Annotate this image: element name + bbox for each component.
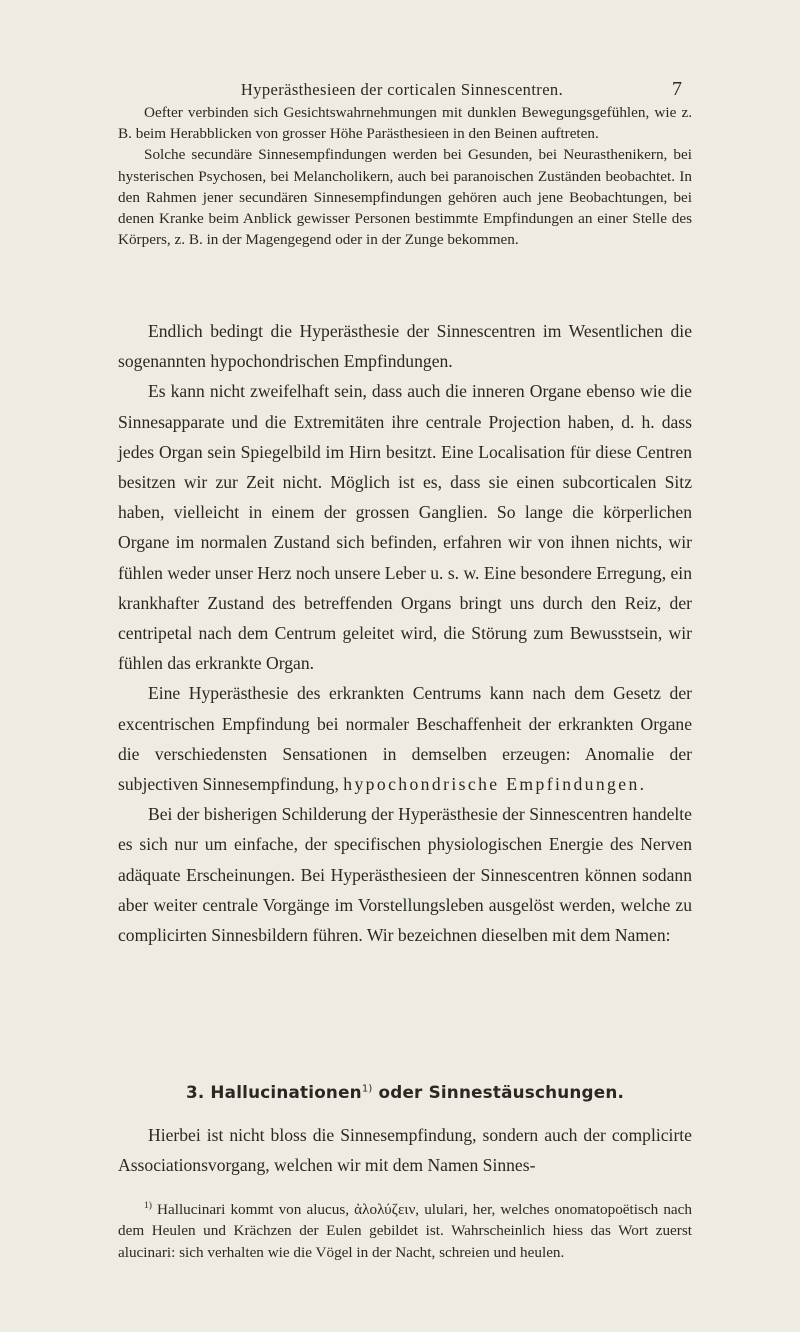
small-print-block — [118, 102, 692, 250]
section-heading-start: 3. Hallucinationen — [185, 1082, 362, 1102]
main-text-block — [118, 316, 692, 950]
small-paragraph-1: Oefter verbinden sich Gesichtswahrnehmungen mit dunklen Bewegungsgefühlen, wie z. B. beim Herabblicken von grosser Höhe Parästhesieen in den Beinen auftreten. — [118, 104, 692, 143]
section-footnote-marker: 1) — [361, 1083, 373, 1095]
footnote-marker: 1) — [144, 1201, 152, 1211]
running-title: Hyperästhesieen der corticalen Sinnescentren. — [240, 80, 564, 99]
paragraph-complex-images: Bei der bisherigen Schilderung der Hyperästhesie der Sinnescentren handelte es sich nur um einfache, der specifischen physiologischen Energie des Nerven adäquate Erscheinungen. Bei Hyperästhesieen der Sinnescentren können sodann aber weiter centrale Vorgänge im Vorstellungsleben ausgelöst werden, welche zu complicirten Sinnesbildern führen. Wir bezeichnen dieselben mit dem Namen: — [118, 804, 692, 946]
paragraph-excentric-sensation — [118, 678, 692, 799]
paragraph-organ-projection: Es kann nicht zweifelhaft sein, dass auch die inneren Organe ebenso wie die Sinnesapparate und die Extremitäten ihre centrale Projection haben, d. h. dass jedes Organ sein Spiegelbild im Hirn besitzt. Eine Localisation für diese Centren besitzen wir zur Zeit nicht. Möglich ist es, dass sie einen subcorticalen Sitz haben, vielleicht in einem der grossen Ganglien. So lange die körperlichen Organe im normalen Zustand sich befinden, erfahren wir von ihnen nichts, wir fühlen weder unser Herz noch unsere Leber u. s. w. Eine besondere Erregung, ein krankhafter Zustand des betreffenden Organs bringt uns durch den Reiz, der centripetal nach dem Centrum geleitet wird, die Störung zum Bewusstsein, wir fühlen das erkrankte Organ. — [118, 381, 692, 674]
spaced-term: hypochondrische Empfindungen. — [343, 774, 647, 795]
excentric-sensation-text: Eine Hyperästhesie des erkrankten Centrums kann nach dem Gesetz der excentrischen Empfindung bei normaler Beschaffenheit der erkrankten Organe die verschiedensten Sensationen in demselben erzeugen: Anomalie der subjectiven Sinnesempfindung, — [118, 683, 692, 795]
footnote — [118, 1196, 692, 1263]
page-number: 7 — [672, 78, 682, 100]
footnote-paragraph — [118, 1196, 692, 1263]
paragraph-hypochondria-intro: Endlich bedingt die Hyperästhesie der Sinnescentren im Wesentlichen die sogenannten hypochondrischen Empfindungen. — [118, 321, 692, 372]
small-paragraph-2: Solche secundäre Sinnesempfindungen werden bei Gesunden, bei Neurasthenikern, bei hysterischen Psychosen, bei Melancholikern, auch bei paranoischen Zuständen beobachtet. In den Rahmen jener secundären Sinnesempfindungen gehören auch jene Beobachtungen, bei denen Kranke beim Anblick gewisser Personen bestimmte Empfindungen an einer Stelle des Körpers, z. B. in der Magengegend oder in der Zunge bekommen. — [118, 146, 692, 249]
paragraph-hallucination-def: Hierbei ist nicht bloss die Sinnesempfindung, sondern auch der complicirte Associationsvorgang, welchen wir mit dem Namen Sinnes- — [118, 1125, 692, 1176]
section-heading-end: oder Sinnestäuschungen. — [372, 1082, 625, 1102]
section-heading — [118, 1082, 692, 1102]
after-section-block — [118, 1120, 692, 1180]
footnote-text: Hallucinari kommt von alucus, ἀλολύζειν, ululari, her, welches onomatopoëtisch nach dem Heulen und Krächzen der Eulen gebildet ist. Wahrscheinlich hiess das Wort zuerst alucinari: sich verhalten wie die Vögel in der Nacht, schreien und heulen. — [118, 1201, 692, 1261]
